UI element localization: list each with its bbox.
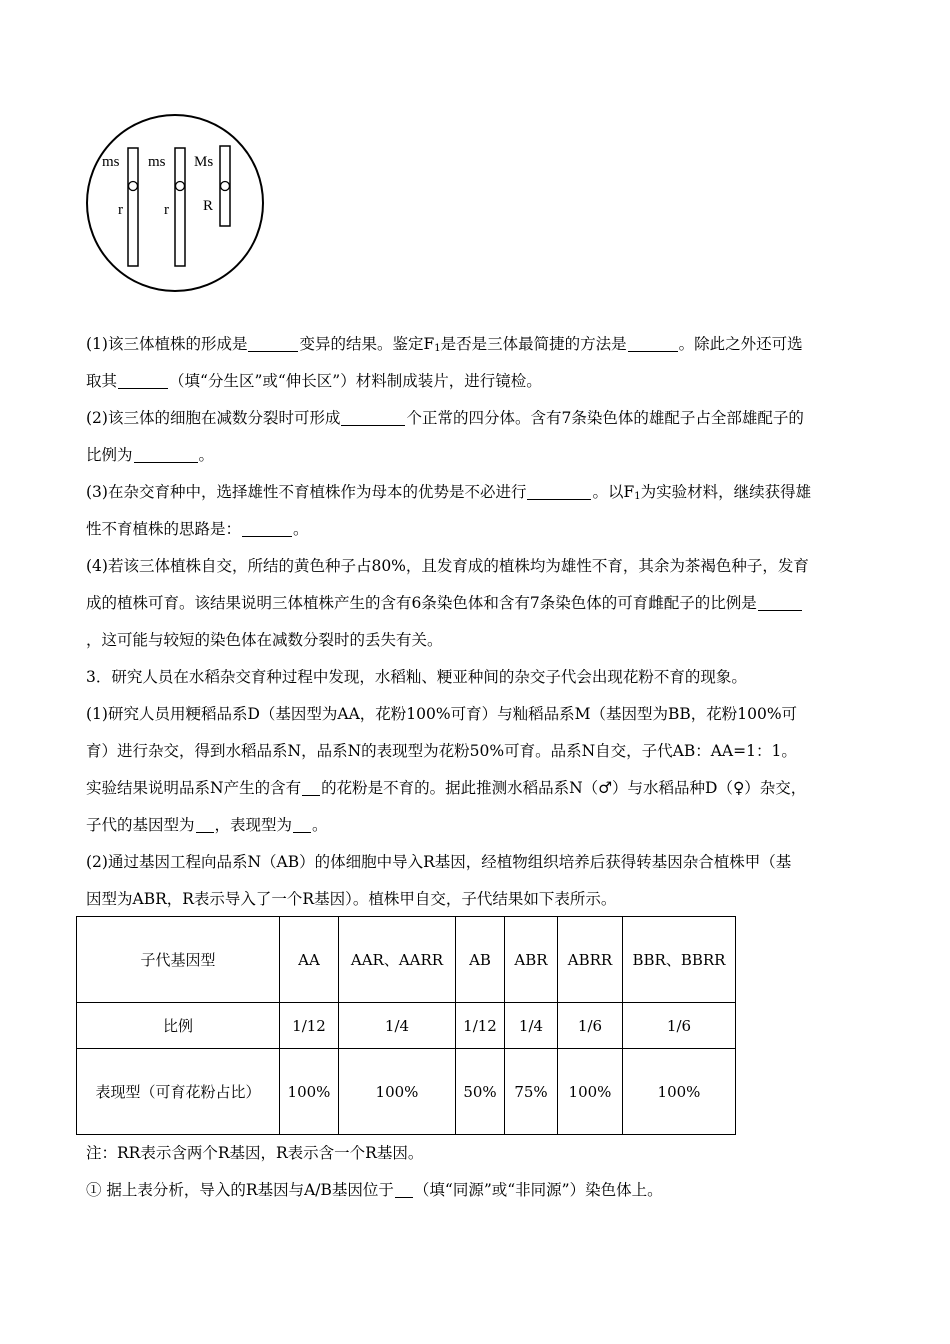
answer-blank[interactable]	[242, 516, 292, 537]
centromere-1	[129, 182, 138, 191]
table-cell: 100%	[280, 1049, 339, 1135]
table-row	[77, 1049, 736, 1135]
p3-s2-line-1: (2)通过基因工程向品系N（AB）的体细胞中导入R基因，经植物组织培养后获得转基因杂合植株甲（基	[86, 853, 792, 871]
table-header-cell: BBR、BBRR	[623, 917, 736, 1003]
chromosome-1-top-label: ms	[102, 154, 120, 170]
table-cell: 100%	[339, 1049, 456, 1135]
table-row	[77, 1003, 736, 1049]
p3-s1-line-4: 子代的基因型为 ，表现型为 。	[86, 807, 866, 844]
table-cell: 50%	[456, 1049, 505, 1135]
q4-line-1: (4)若该三体植株自交，所结的黄色种子占80%，且发育成的植株均为雄性不育，其余为茶褐色种子，发育	[86, 557, 809, 575]
q1-line-2: 取其 （填“分生区”或“伸长区”）材料制成装片，进行镜检。	[86, 363, 866, 400]
q1-line-1: (1)该三体植株的形成是 变异的结果。鉴定$F_1$是否是三体最简捷的方法是 。除此之外还可选	[86, 326, 866, 363]
q4-line-3: ，这可能与较短的染色体在减数分裂时的丢失有关。	[86, 631, 443, 649]
q4-line-2: 成的植株可育。该结果说明三体植株产生的含有6条染色体和含有7条染色体的可育雌配子的比例是	[86, 585, 866, 622]
answer-blank[interactable]	[293, 812, 311, 833]
answer-blank[interactable]	[758, 590, 802, 611]
table-header-cell: AB	[456, 917, 505, 1003]
table-header-cell: ABRR	[558, 917, 623, 1003]
table-cell: 1/6	[623, 1003, 736, 1049]
table-cell: 100%	[623, 1049, 736, 1135]
table-header-cell: AA	[280, 917, 339, 1003]
p3-s1-line-3: 实验结果说明品系N产生的含有 的花粉是不育的。据此推测水稻品系N（♂）与水稻品种D（♀）杂交，	[86, 770, 866, 807]
table-cell: 1/4	[339, 1003, 456, 1049]
q2-line-1: (2)该三体的细胞在减数分裂时可形成 个正常的四分体。含有7条染色体的雄配子占全部雄配子的	[86, 400, 866, 437]
table-note: 注：RR表示含两个R基因，R表示含一个R基因。	[86, 1144, 424, 1162]
answer-blank[interactable]	[302, 775, 320, 796]
chromosome-1	[128, 148, 138, 266]
chromosome-2	[175, 148, 185, 266]
answer-blank[interactable]	[341, 405, 405, 426]
p3-intro: 3．研究人员在水稻杂交育种过程中发现，水稻籼、粳亚种间的杂交子代会出现花粉不育的现象。	[86, 668, 747, 686]
centromere-2	[176, 182, 185, 191]
table-cell: 1/4	[505, 1003, 558, 1049]
question-tail	[86, 1135, 866, 1209]
table-cell: 1/12	[280, 1003, 339, 1049]
answer-blank[interactable]	[134, 442, 198, 463]
table-cell: 1/6	[558, 1003, 623, 1049]
chromosome-3-bottom-label: R	[203, 198, 214, 214]
table-cell: 75%	[505, 1049, 558, 1135]
table-cell: 1/12	[456, 1003, 505, 1049]
table-row	[77, 917, 736, 1003]
answer-blank[interactable]	[527, 479, 591, 500]
answer-blank[interactable]	[628, 331, 678, 352]
answer-blank[interactable]	[395, 1177, 413, 1198]
chromosome-2-bottom-label: r	[164, 202, 169, 218]
p3-s1-line-2: 育）进行杂交，得到水稻品系N，品系N的表现型为花粉50%可育。品系N自交，子代AB：AA=1：1。	[86, 742, 797, 760]
table-cell: 表现型（可育花粉占比）	[77, 1049, 280, 1135]
p3-s2-line-2: 因型为ABR，R表示导入了一个R基因）。植株甲自交，子代结果如下表所示。	[86, 890, 617, 908]
table-cell: 比例	[77, 1003, 280, 1049]
chromosome-3-top-label: Ms	[194, 154, 214, 170]
chromosome-2-top-label: ms	[148, 154, 166, 170]
question-body	[86, 326, 866, 918]
chromosome-figure	[84, 112, 266, 294]
sub-question-1: ① 据上表分析，导入的R基因与A/B基因位于 （填“同源”或“非同源”）染色体上。	[86, 1172, 866, 1209]
answer-blank[interactable]	[248, 331, 298, 352]
table-header-cell: AAR、AARR	[339, 917, 456, 1003]
answer-blank[interactable]	[196, 812, 214, 833]
offspring-table	[76, 916, 736, 1135]
answer-blank[interactable]	[118, 368, 168, 389]
q3-line-1: (3)在杂交育种中，选择雄性不育植株作为母本的优势是不必进行 。以$F_1$为实验材料，继续获得雄	[86, 474, 866, 511]
table-cell: 100%	[558, 1049, 623, 1135]
p3-s1-line-1: (1)研究人员用粳稻品系D（基因型为AA，花粉100%可育）与籼稻品系M（基因型为BB，花粉100%可	[86, 705, 798, 723]
table-header-cell: 子代基因型	[77, 917, 280, 1003]
q3-line-2: 性不育植株的思路是： 。	[86, 511, 866, 548]
chromosome-1-bottom-label: r	[118, 202, 123, 218]
centromere-3	[221, 182, 230, 191]
table-header-cell: ABR	[505, 917, 558, 1003]
q2-line-2: 比例为 。	[86, 437, 866, 474]
